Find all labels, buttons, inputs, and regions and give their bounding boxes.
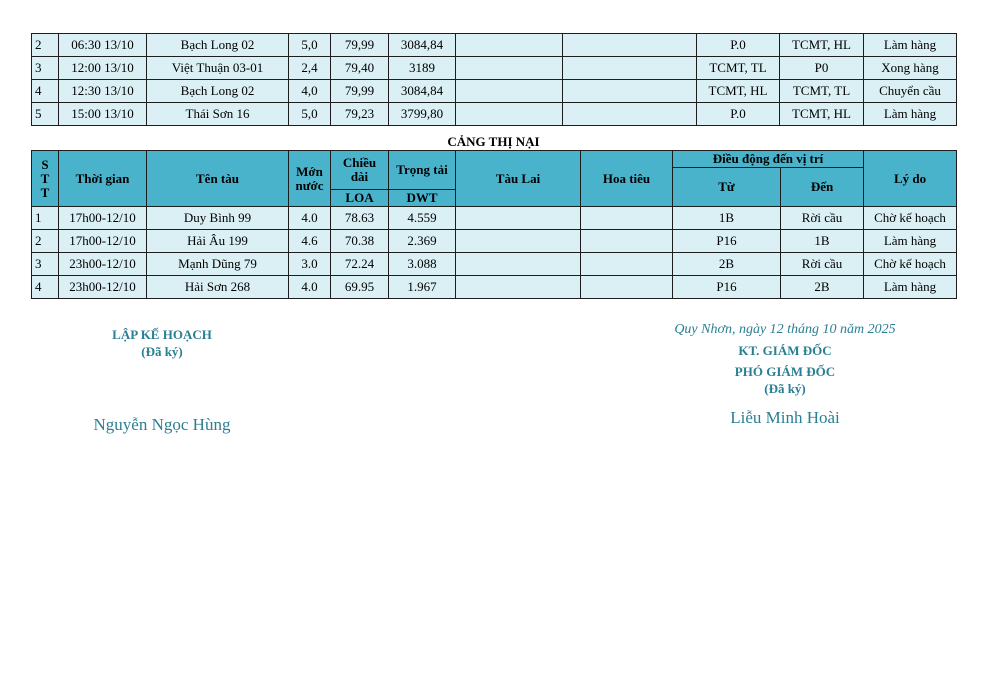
place-date: Quy Nhơn, ngày 12 tháng 10 năm 2025: [674, 322, 896, 337]
table-cell: 3.0: [289, 253, 331, 276]
table-cell: Chờ kế hoạch: [864, 207, 957, 230]
header-pilot: Hoa tiêu: [581, 151, 673, 207]
table-cell: P.0: [697, 103, 780, 126]
table-cell: P16: [673, 230, 781, 253]
planner-signed: (Đã ký): [141, 344, 183, 359]
schedule-row: [32, 34, 957, 57]
table-cell: Làm hàng: [864, 230, 957, 253]
schedule-row: [32, 103, 957, 126]
header-ship: Tên tàu: [147, 151, 289, 207]
table-cell: 78.63: [331, 207, 389, 230]
table-cell: 2B: [781, 276, 864, 299]
table-cell: [456, 103, 563, 126]
table-cell: [581, 207, 673, 230]
table-cell: 3189: [389, 57, 456, 80]
table-cell: 17h00-12/10: [59, 230, 147, 253]
table-cell: 79,99: [331, 80, 389, 103]
table-cell: 5: [32, 103, 59, 126]
planner-signature: [82, 326, 242, 435]
table-cell: [563, 80, 697, 103]
table-cell: [456, 80, 563, 103]
table-cell: 4: [32, 276, 59, 299]
deputy-title: PHÓ GIÁM ĐỐC: [734, 364, 836, 379]
table-cell: 3: [32, 253, 59, 276]
table-cell: 12:30 13/10: [59, 80, 147, 103]
planner-name: Nguyễn Ngọc Hùng: [93, 415, 231, 434]
table-cell: TCMT, HL: [780, 34, 864, 57]
port-schedule-table: [31, 150, 957, 299]
table-cell: 1B: [673, 207, 781, 230]
table-cell: [456, 34, 563, 57]
table-cell: 4,0: [289, 80, 331, 103]
table-cell: Bạch Long 02: [147, 34, 289, 57]
director-name: Liễu Minh Hoài: [730, 408, 840, 427]
table-cell: Rời cầu: [781, 207, 864, 230]
table-cell: 17h00-12/10: [59, 207, 147, 230]
table-cell: Chờ kế hoạch: [864, 253, 957, 276]
table-cell: [563, 103, 697, 126]
table-cell: 4.6: [289, 230, 331, 253]
table-cell: P.0: [697, 34, 780, 57]
table-cell: TCMT, TL: [780, 80, 864, 103]
header-tonnage: Trọng tải: [389, 151, 456, 190]
header-time: Thời gian: [59, 151, 147, 207]
header-move: Điều động đến vị trí: [673, 151, 864, 168]
table-cell: [456, 207, 581, 230]
table-cell: [456, 57, 563, 80]
table-cell: Xong hàng: [864, 57, 957, 80]
table-cell: 15:00 13/10: [59, 103, 147, 126]
table-cell: 4.0: [289, 276, 331, 299]
header-stt: S T T: [32, 151, 59, 207]
table-cell: 3084,84: [389, 34, 456, 57]
table-cell: 4.0: [289, 207, 331, 230]
planner-title: LẬP KẾ HOẠCH: [112, 327, 212, 342]
director-signature: [660, 322, 910, 428]
table-cell: [456, 253, 581, 276]
table-cell: 3: [32, 57, 59, 80]
table-cell: 3084,84: [389, 80, 456, 103]
port-row: [32, 207, 957, 230]
table-cell: 70.38: [331, 230, 389, 253]
table-cell: 23h00-12/10: [59, 253, 147, 276]
table-cell: Hải Âu 199: [147, 230, 289, 253]
header-tonnage-unit: DWT: [389, 190, 456, 207]
table-cell: Duy Bình 99: [147, 207, 289, 230]
section-title: CẢNG THỊ NẠI: [447, 134, 540, 149]
table-cell: 4: [32, 80, 59, 103]
table-cell: 12:00 13/10: [59, 57, 147, 80]
table-cell: 69.95: [331, 276, 389, 299]
table-cell: 79,40: [331, 57, 389, 80]
table-cell: 1: [32, 207, 59, 230]
header-reason: Lý do: [864, 151, 957, 207]
header-draft: Mớn nước: [289, 151, 331, 207]
schedule-row: [32, 57, 957, 80]
table-cell: 06:30 13/10: [59, 34, 147, 57]
table-cell: TCMT, HL: [780, 103, 864, 126]
table-cell: Việt Thuận 03-01: [147, 57, 289, 80]
table-cell: Mạnh Dũng 79: [147, 253, 289, 276]
port-row: [32, 230, 957, 253]
table-cell: Làm hàng: [864, 276, 957, 299]
table-cell: 23h00-12/10: [59, 276, 147, 299]
director-signed: (Đã ký): [764, 381, 806, 396]
header-tug: Tàu Lai: [456, 151, 581, 207]
table-cell: 79,23: [331, 103, 389, 126]
table-cell: Làm hàng: [864, 34, 957, 57]
table-cell: Rời cầu: [781, 253, 864, 276]
table-cell: [456, 230, 581, 253]
table-cell: Hải Sơn 268: [147, 276, 289, 299]
table-cell: P0: [780, 57, 864, 80]
table-cell: 5,0: [289, 103, 331, 126]
table-cell: TCMT, TL: [697, 57, 780, 80]
schedule-row: [32, 80, 957, 103]
table-cell: [581, 230, 673, 253]
table-cell: 79,99: [331, 34, 389, 57]
table-cell: 2B: [673, 253, 781, 276]
table-cell: 1B: [781, 230, 864, 253]
table-cell: Bạch Long 02: [147, 80, 289, 103]
port-row: [32, 276, 957, 299]
table-cell: 72.24: [331, 253, 389, 276]
director-title: KT. GIÁM ĐỐC: [738, 343, 832, 358]
table-cell: [563, 57, 697, 80]
port-row: [32, 253, 957, 276]
table-cell: Thái Sơn 16: [147, 103, 289, 126]
table-cell: 2: [32, 230, 59, 253]
table-cell: [456, 276, 581, 299]
header-length: Chiều dài: [331, 151, 389, 190]
table-cell: 3.088: [389, 253, 456, 276]
previous-schedule-table: [31, 33, 957, 126]
table-cell: 3799,80: [389, 103, 456, 126]
table-cell: Làm hàng: [864, 103, 957, 126]
header-to: Đến: [781, 168, 864, 207]
table-cell: 2: [32, 34, 59, 57]
table-cell: Chuyển cầu: [864, 80, 957, 103]
table-cell: 4.559: [389, 207, 456, 230]
table-cell: 2,4: [289, 57, 331, 80]
table-cell: P16: [673, 276, 781, 299]
table-cell: 2.369: [389, 230, 456, 253]
header-from: Từ: [673, 168, 781, 207]
table-cell: TCMT, HL: [697, 80, 780, 103]
table-cell: [581, 276, 673, 299]
header-length-unit: LOA: [331, 190, 389, 207]
table-cell: [581, 253, 673, 276]
table-cell: 1.967: [389, 276, 456, 299]
table-cell: 5,0: [289, 34, 331, 57]
table-cell: [563, 34, 697, 57]
